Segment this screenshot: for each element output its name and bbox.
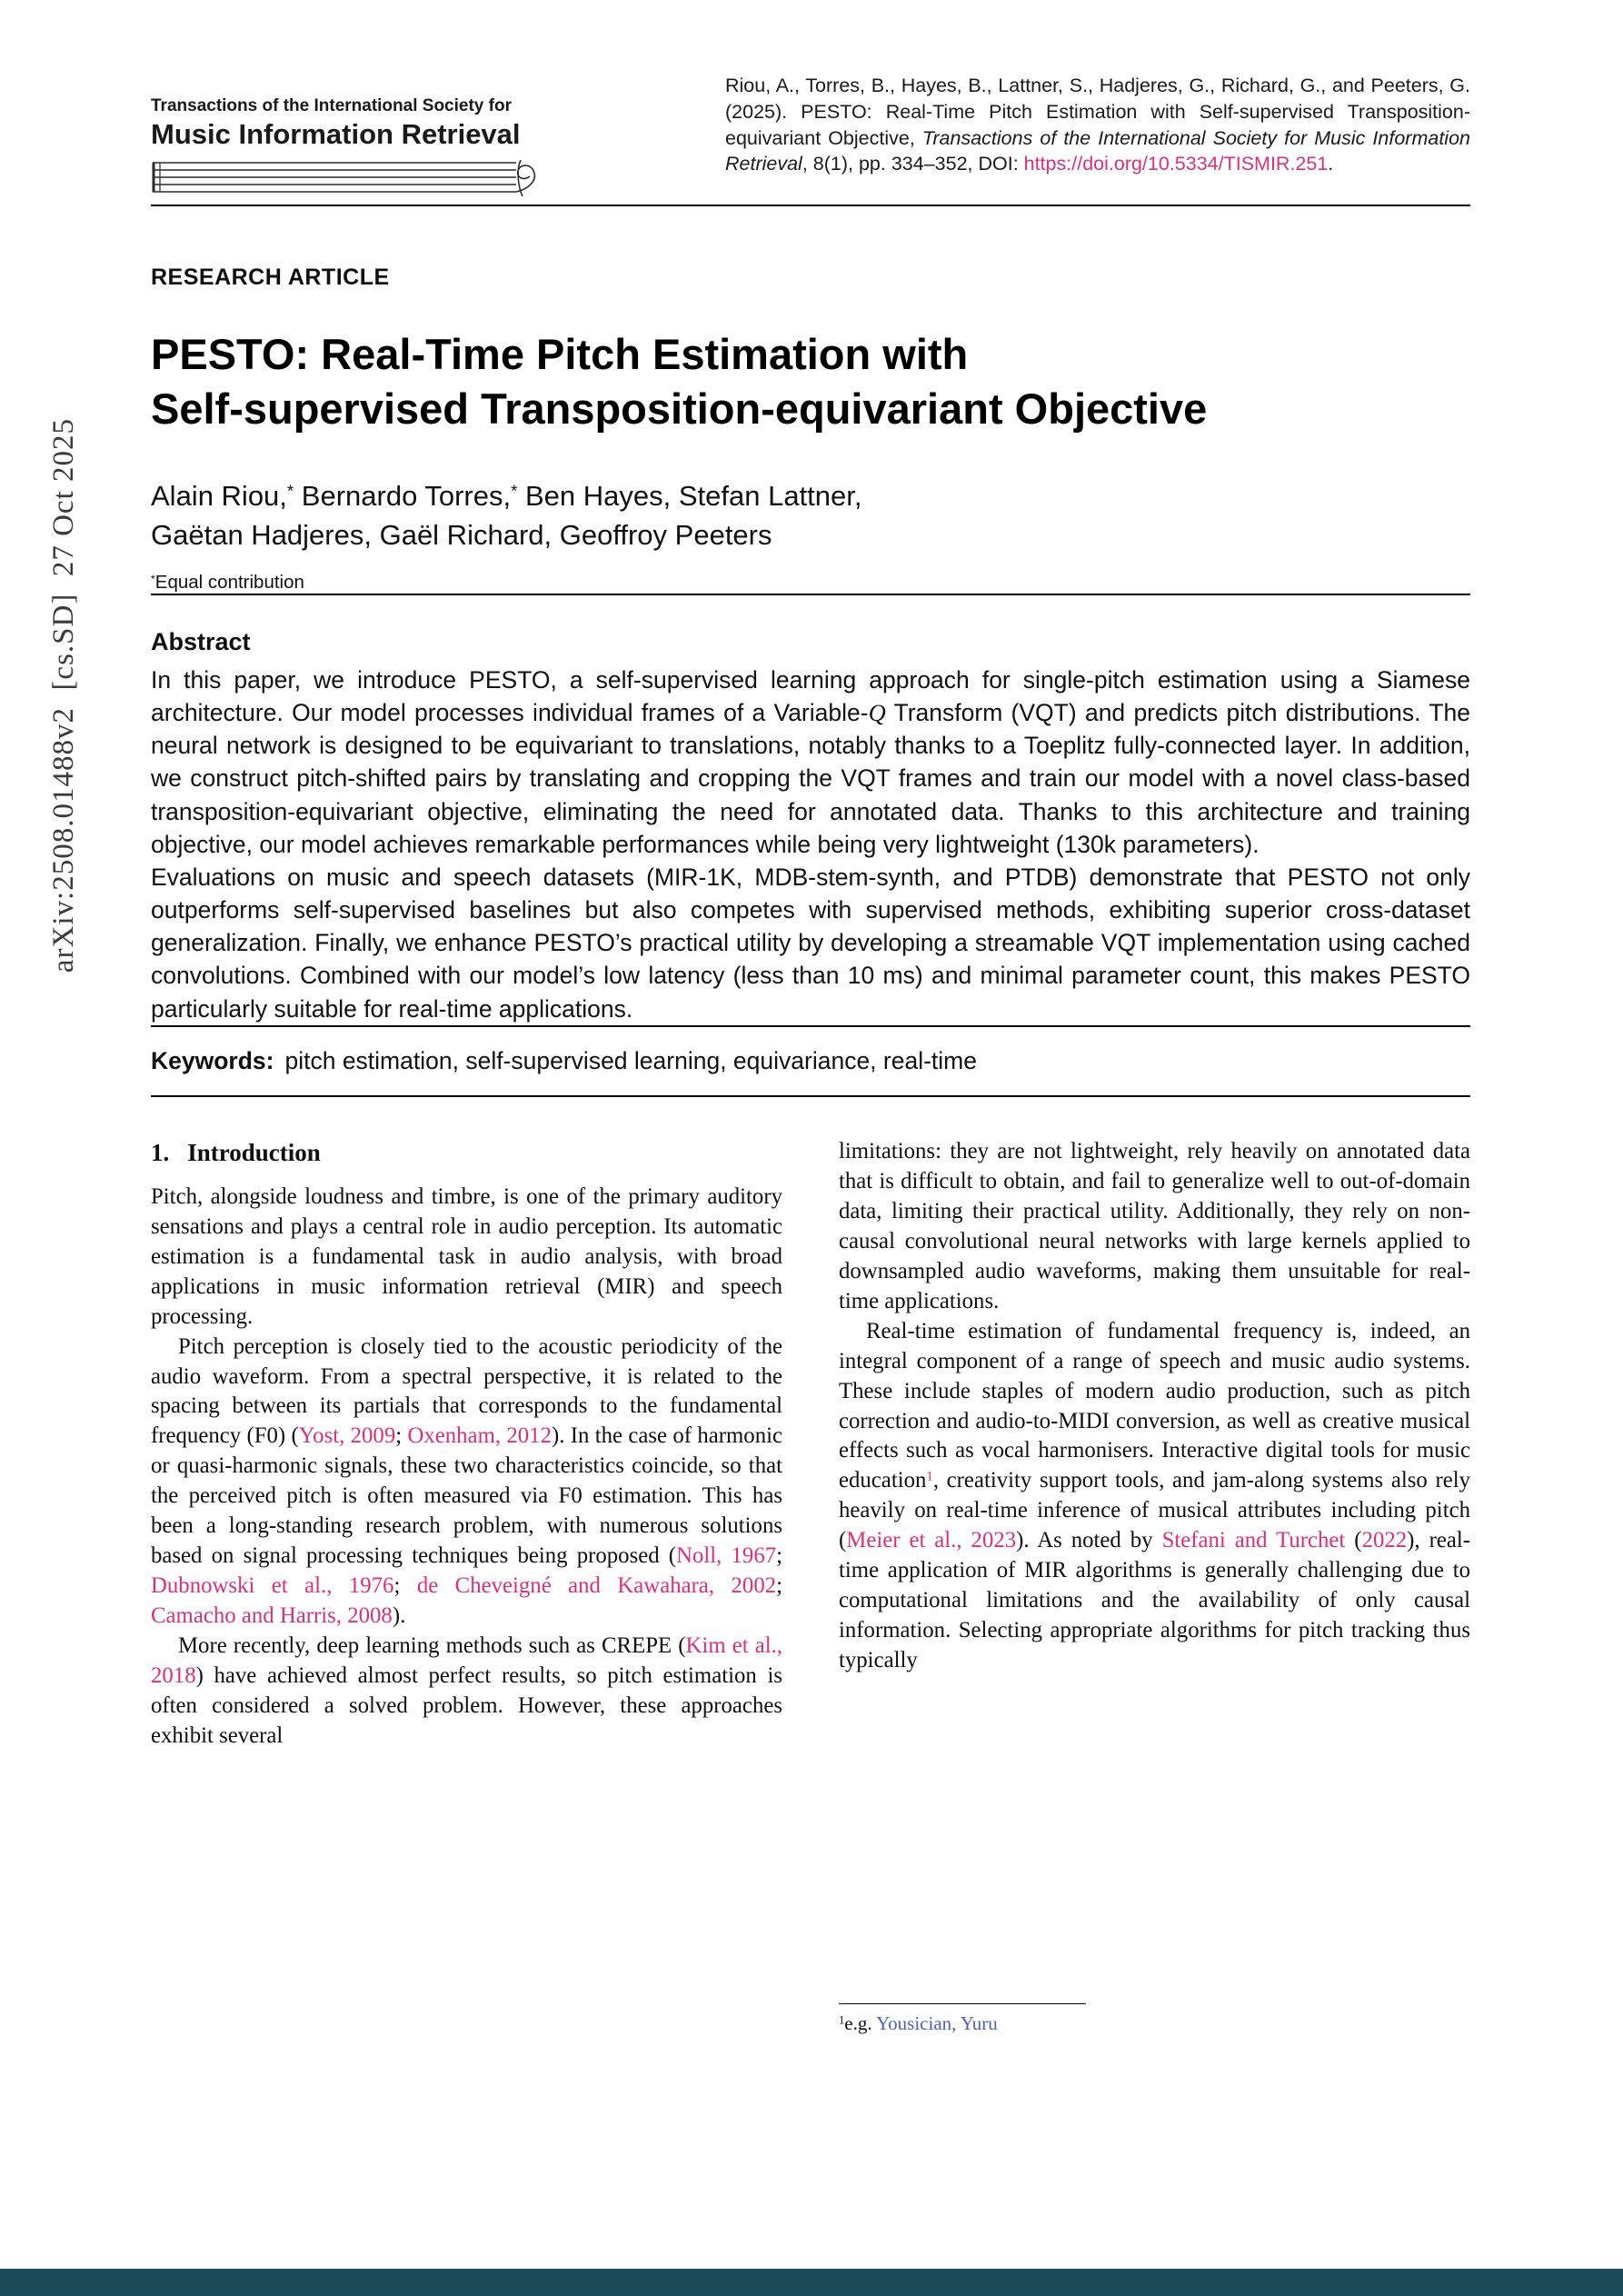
text-segment: . <box>1328 153 1334 175</box>
text-segment: Equal contribution <box>154 571 304 593</box>
inline-citation-link[interactable]: Yost, 2009 <box>298 1423 396 1449</box>
arxiv-watermark: arXiv:2508.01488v2 [cs.SD] 27 Oct 2025 <box>47 418 80 973</box>
text-segment: ; <box>776 1543 783 1569</box>
intro-paragraph-2 <box>151 1333 782 1632</box>
body-columns <box>151 1137 1470 2037</box>
keywords-text: pitch estimation, self-supervised learning, equivariance, real-time <box>284 1046 977 1074</box>
keywords-divider <box>151 1095 1470 1097</box>
abstract-divider <box>151 1025 1470 1027</box>
inline-citation-link[interactable]: Camacho and Harris, 2008 <box>151 1603 393 1629</box>
text-segment: 1 <box>839 2013 845 2027</box>
text-segment: ; <box>776 1573 783 1599</box>
section-heading-introduction <box>151 1137 782 1170</box>
paper-title <box>151 327 1470 435</box>
footnote-divider <box>839 2003 1086 2004</box>
text-segment: Riou, A., Torres, B., Hayes, B., Lattner, S., Hadjeres, G., Richard, G., and Peeters, G. (2025). PESTO: Real-Time Pitch Estimation with Self-supervised Transposition-equivariant Objective, <box>725 75 1470 149</box>
section-title: Introduction <box>187 1138 321 1166</box>
text-segment: Transform (VQT) and predicts pitch distributions. The neural network is designed to be equivariant to translations, notably thanks to a Toeplitz fully-connected layer. In addition, we construct pitch-shifted pairs by translating and cropping the VQT frames and train our model with a novel class-based transposition-equivariant objective, eliminating the need for annotated data. Thanks to this architecture and training objective, our model achieves remarkable performances while being very lightweight (130k parameters). <box>151 699 1470 858</box>
inline-citation-link[interactable]: Dubnowski et al., 1976 <box>151 1573 394 1599</box>
text-segment: In this paper, we introduce PESTO, a self-supervised learning approach for single-pitch estimation using a Siamese architecture. Our model processes individual frames of a Variable- <box>151 665 1470 727</box>
page-header <box>151 0 1470 205</box>
abstract-text <box>151 664 1470 1025</box>
text-segment: ), real-time application of MIR algorithms is generally challenging due to computational limitations and the availability of only causal information. Selecting appropriate algorithms for pitch tracking thus typically <box>839 1528 1470 1673</box>
intro-paragraph-3 <box>151 1632 782 1752</box>
text-segment: * <box>151 572 155 585</box>
text-segment: e.g. <box>844 2011 877 2034</box>
equal-contribution-note <box>151 572 1470 594</box>
title-divider <box>151 594 1470 595</box>
text-segment: ) have achieved almost perfect results, so pitch estimation is often considered a solved problem. However, these approaches exhibit several <box>151 1663 782 1749</box>
text-segment: Real-time estimation of fundamental frequency is, indeed, an integral component of a range of speech and music audio systems. These include staples of modern audio production, such as pitch correction and audio-to-MIDI conversion, as well as creative musical effects such as vocal harmonisers. Interactive digital tools for music education <box>839 1318 1470 1493</box>
text-segment: ). As noted by <box>1016 1528 1162 1553</box>
abstract-paragraph-1 <box>151 664 1470 861</box>
journal-name-top: Transactions of the International Society for <box>151 96 512 115</box>
paper-title-line2: Self-supervised Transposition-equivariant Objective <box>151 384 1208 433</box>
journal-logo <box>151 96 543 205</box>
text-segment: ( <box>1345 1528 1362 1553</box>
author-line-1 <box>151 477 1470 516</box>
citation-block <box>725 73 1470 177</box>
journal-name-main: Music Information Retrieval <box>151 118 521 150</box>
text-segment: * <box>511 482 518 502</box>
right-column <box>839 1137 1470 2037</box>
footer-bar <box>0 2269 1623 2296</box>
author-list <box>151 477 1470 555</box>
keywords-label: Keywords: <box>151 1046 274 1074</box>
intro-paragraph-4: limitations: they are not lightweight, rely heavily on annotated data that is difficult to obtain, and fail to generalize well to out-of-domain data, limiting their practical utility. Additionally, they rely on non-causal convolutional neural networks with large kernels applied to downsampled audio waveforms, making them unsuitable for real-time applications. <box>839 1138 1470 1313</box>
inline-citation-link[interactable]: Meier et al., 2023 <box>846 1528 1017 1553</box>
article-type-label: RESEARCH ARTICLE <box>151 265 390 290</box>
inline-citation-link[interactable]: de Cheveigné and Kawahara, 2002 <box>416 1573 777 1599</box>
inline-citation-link[interactable]: 1 <box>926 1470 933 1485</box>
text-segment: , 8(1), pp. 334–352, DOI: <box>802 153 1024 175</box>
text-segment: ; <box>393 1573 417 1599</box>
intro-paragraph-5 <box>839 1317 1470 1677</box>
intro-paragraph-1: Pitch, alongside loudness and timbre, is one of the primary auditory sensations and plays a central role in audio perception. Its automatic estimation is a fundamental task in audio analysis, with broad applications in music information retrieval (MIR) and speech processing. <box>151 1183 782 1329</box>
footnote-link[interactable]: Yousician, Yuru <box>876 2011 998 2034</box>
text-segment: Pitch perception is closely tied to the acoustic periodicity of the audio waveform. From a spectral perspective, it is related to the spacing between its partials that corresponds to the fundamental frequency (F0) ( <box>151 1333 782 1449</box>
text-segment: Ben Hayes, Stefan Lattner, <box>517 480 862 513</box>
header-divider <box>151 205 1470 206</box>
text-segment: , creativity support tools, and jam-along systems also rely heavily on real-time inference of musical attributes including pitch ( <box>839 1468 1470 1553</box>
footnote-text <box>839 2011 1470 2037</box>
text-segment: Transactions of the International Society for Music Information Retrieval <box>725 126 1470 175</box>
inline-citation-link[interactable]: Oxenham, 2012 <box>407 1423 552 1449</box>
music-staff-decoration <box>151 158 543 205</box>
text-segment: ; <box>395 1423 408 1449</box>
author-line-2: Gaëtan Hadjeres, Gaël Richard, Geoffroy Peeters <box>151 519 772 552</box>
inline-citation-link[interactable]: Kim et al., 2018 <box>151 1633 782 1689</box>
left-column <box>151 1137 782 2037</box>
text-segment: ). In the case of harmonic or quasi-harmonic signals, these two characteristics coincide, so that the perceived pitch is often measured via F0 estimation. This has been a long-standing research problem, with numerous solutions based on signal processing techniques being proposed ( <box>151 1423 782 1569</box>
text-segment: More recently, deep learning methods such as CREPE ( <box>178 1633 686 1659</box>
inline-citation-link[interactable]: Noll, 1967 <box>676 1543 777 1569</box>
text-segment: Q <box>868 699 886 727</box>
text-segment: Alain Riou, <box>151 480 287 513</box>
inline-citation-link[interactable]: 2022 <box>1361 1528 1408 1553</box>
text-segment: ). <box>392 1603 406 1629</box>
text-segment: Bernardo Torres, <box>294 480 512 513</box>
paper-title-line1: PESTO: Real-Time Pitch Estimation with <box>151 330 969 378</box>
doi-link[interactable]: https://doi.org/10.5334/TISMIR.251 <box>1023 153 1329 175</box>
keywords-line <box>151 1047 1470 1075</box>
music-staff-icon <box>151 158 543 200</box>
inline-citation-link[interactable]: Stefani and Turchet <box>1161 1528 1346 1553</box>
text-segment: * <box>286 482 294 502</box>
abstract-paragraph-2: Evaluations on music and speech datasets (MIR-1K, MDB-stem-synth, and PTDB) demonstrate that PESTO not only outperforms self-supervised baselines but also competes with supervised methods, exhibiting superior cross-dataset generalization. Finally, we enhance PESTO’s practical utility by developing a streamable VQT implementation using cached convolutions. Combined with our model’s low latency (less than 10 ms) and minimal parameter count, this makes PESTO particularly suitable for real-time applications. <box>151 863 1470 1023</box>
section-number: 1. <box>151 1138 170 1166</box>
footnote-area <box>839 2003 1470 2037</box>
abstract-heading: Abstract <box>151 627 251 655</box>
